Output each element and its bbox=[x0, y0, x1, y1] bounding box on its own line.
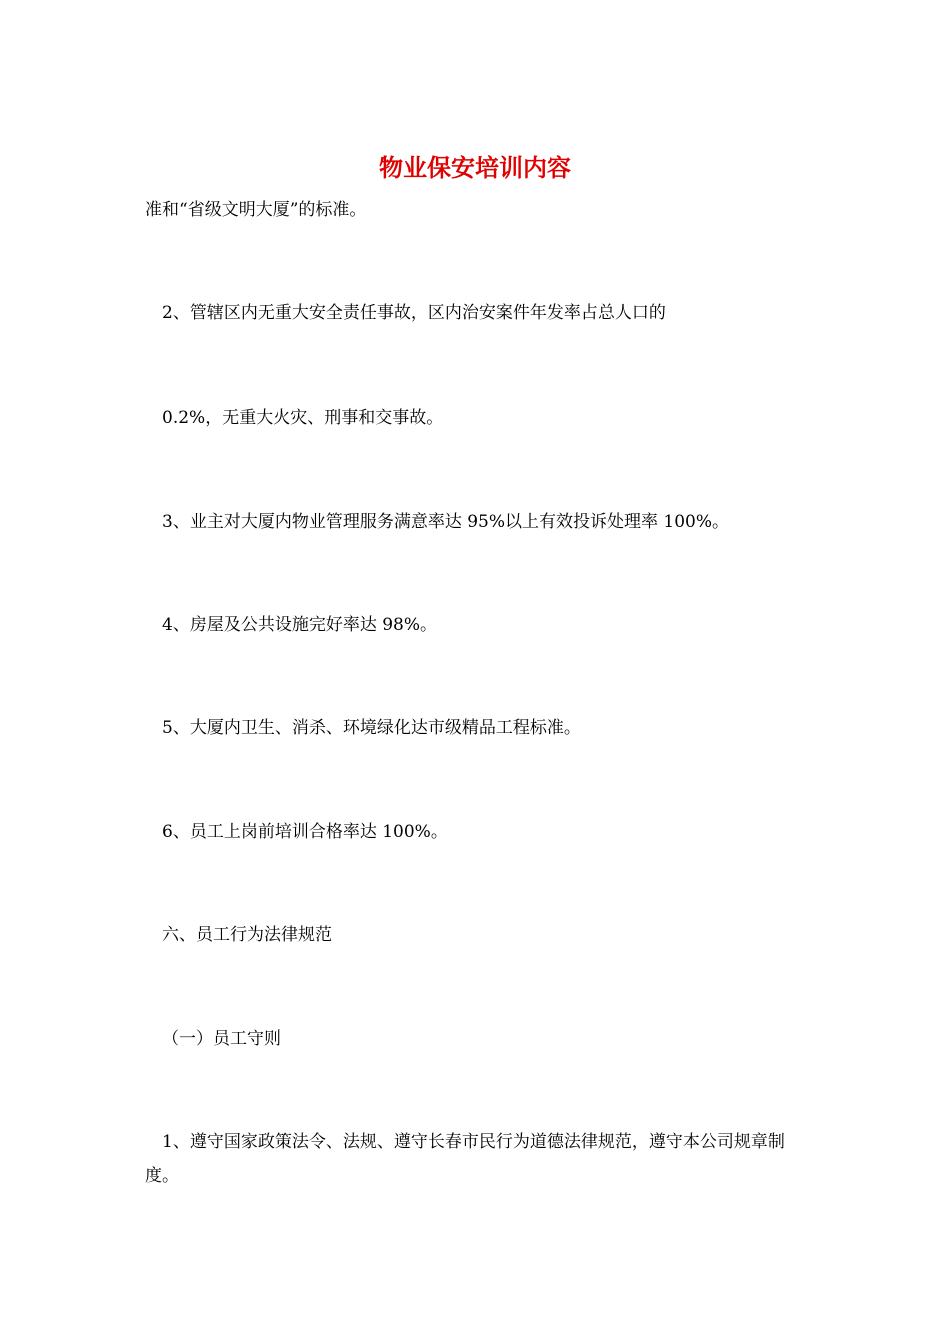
paragraph-7: 6、员工上岗前培训合格率达 100%。 bbox=[162, 822, 448, 842]
paragraph-5: 4、房屋及公共设施完好率达 98%。 bbox=[162, 615, 438, 635]
paragraph-4: 3、业主对大厦内物业管理服务满意率达 95%以上有效投诉处理率 100%。 bbox=[162, 512, 730, 532]
document-title: 物业保安培训内容 bbox=[379, 153, 571, 182]
paragraph-8: 1、遵守国家政策法令、法规、遵守长春市民行为道德法律规范，遵守本公司规章制度。 bbox=[145, 1132, 785, 1186]
section-heading: 六、员工行为法律规范 bbox=[162, 925, 332, 945]
paragraph-3: 0.2%，无重大火灾、刑事和交事故。 bbox=[162, 408, 444, 428]
subsection-heading: （一）员工守则 bbox=[162, 1029, 281, 1049]
paragraph-1: 准和“省级文明大厦”的标准。 bbox=[145, 200, 367, 220]
paragraph-2: 2、管辖区内无重大安全责任事故，区内治安案件年发率占总人口的 bbox=[162, 303, 666, 323]
paragraph-6: 5、大厦内卫生、消杀、环境绿化达市级精品工程标准。 bbox=[162, 718, 581, 738]
